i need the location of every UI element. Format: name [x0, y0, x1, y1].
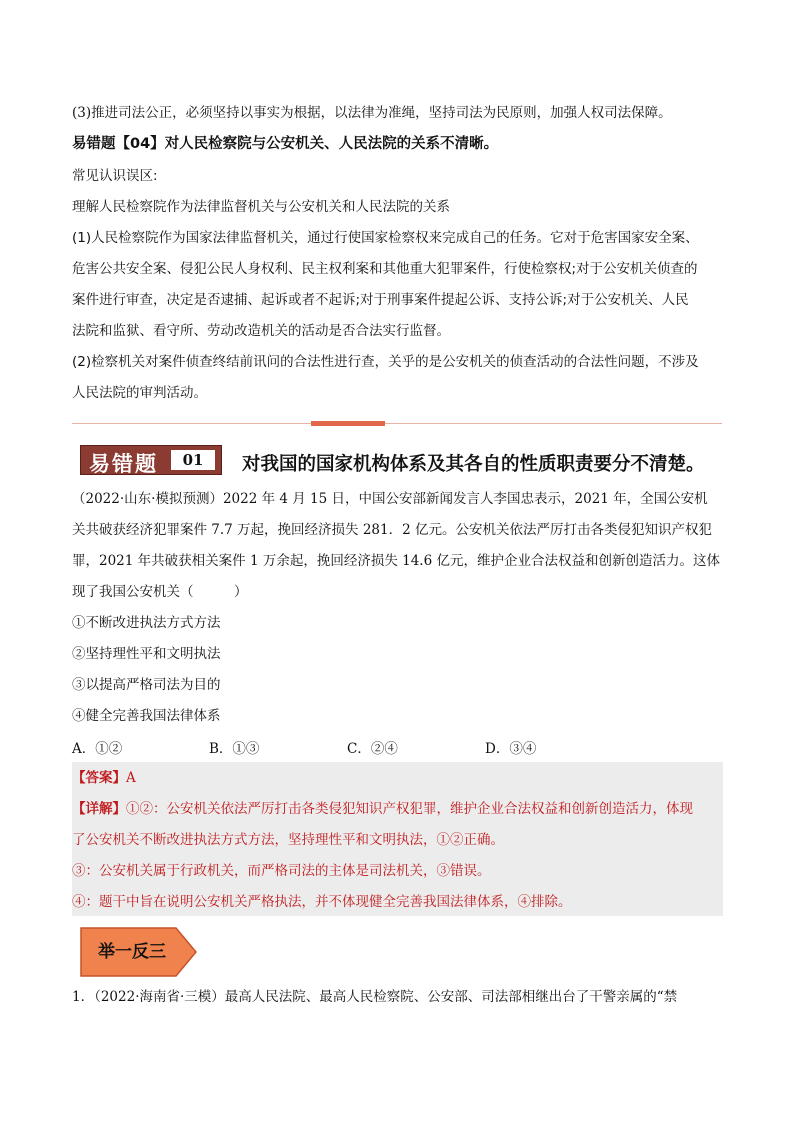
option-1: ①不断改进执法方式方法: [72, 615, 221, 631]
detail-line-3: ③：公安机关属于行政机关，而严格司法的主体是司法机关，③错误。: [72, 863, 491, 879]
next-question-line: 1．（2022·海南省·三模）最高人民法院、最高人民检察院、公安部、司法部相继出台了干警亲属的“禁: [72, 989, 678, 1005]
para2-line-1: (2)检察机关对案件侦查终结前讯问的合法性进行查，关乎的是公安机关的侦查活动的合法性问题，不涉及: [72, 354, 699, 370]
answer-value: A: [126, 770, 136, 786]
question-line-4: 现了我国公安机关（ ）: [72, 584, 248, 600]
section-divider: [72, 423, 722, 424]
question-line-3: 罪，2021 年共破获相关案件 1 万余起，挽回经济损失 14.6 亿元，维护企业合法权益和创新创造活力。这体: [72, 553, 720, 569]
answer-label: 【答案】: [72, 770, 126, 786]
point-3-text: (3)推进司法公正，必须坚持以事实为根据，以法律为准绳，坚持司法为民原则，加强人权司法保障。: [72, 105, 672, 121]
para1-line-1: (1)人民检察院作为国家法律监督机关，通过行使国家检察权来完成自己的任务。它对于危害国家安全案、: [72, 230, 699, 246]
detail-line-1: [72, 800, 722, 818]
section-divider-accent: [311, 421, 385, 426]
error-badge: [80, 445, 222, 475]
error-title-prefix: 易错题【04】: [72, 136, 165, 152]
choice-d: D．③④: [485, 741, 537, 757]
understand-line: 理解人民检察院作为法律监督机关与公安机关和人民法院的关系: [72, 199, 450, 215]
para2-line-2: 人民法院的审判活动。: [72, 385, 207, 401]
option-4: ④健全完善我国法律体系: [72, 708, 221, 724]
detail-line-4: ④：题干中旨在说明公安机关严格执法，并不体现健全完善我国法律体系，④排除。: [72, 894, 572, 910]
practice-tag-label: 举一反三: [98, 942, 166, 962]
para1-line-4: 法院和监狱、看守所、劳动改造机关的活动是否合法实行监督。: [72, 323, 450, 339]
error-title-text: 对人民检察院与公安机关、人民法院的关系不清晰。: [164, 136, 499, 152]
badge-number: 01: [171, 450, 215, 470]
question-line-1: （2022·山东·模拟预测）2022 年 4 月 15 日，中国公安部新闻发言人李国忠表示，2021 年，全国公安机: [72, 491, 708, 507]
section-heading: 对我国的国家机构体系及其各自的性质职责要分不清楚。: [242, 454, 705, 475]
detail-label: 【详解】: [72, 801, 126, 817]
practice-tag: [80, 927, 198, 977]
option-2: ②坚持理性平和文明执法: [72, 646, 221, 662]
choice-c: C．②④: [347, 741, 398, 757]
question-line-2: 关共破获经济犯罪案件 7.7 万起，挽回经济损失 281．2 亿元。公安机关依法严厉打击各类侵犯知识产权犯: [72, 522, 712, 538]
choice-b: B．①③: [209, 741, 260, 757]
detail-line-2: 了公安机关不断改进执法方式方法，坚持理性平和文明执法，①②正确。: [72, 832, 504, 848]
choice-a: A．①②: [72, 741, 123, 757]
badge-label: 易错题: [89, 451, 158, 476]
detail-text-1: ①②：公安机关依法严厉打击各类侵犯知识产权犯罪，维护企业合法权益和创新创造活力，体现: [126, 801, 693, 817]
para1-line-3: 案件进行审查，决定是否逮捕、起诉或者不起诉;对于刑事案件提起公诉、支持公诉;对于公安机关、人民: [72, 292, 689, 308]
error-title: [72, 135, 722, 153]
option-3: ③以提高严格司法为目的: [72, 677, 221, 693]
para1-line-2: 危害公共安全案、侵犯公民人身权利、民主权利案和其他重大犯罪案件，行使检察权;对于公安机关侦查的: [72, 261, 698, 277]
misconception-label: 常见认识误区:: [72, 168, 158, 184]
answer-line: [72, 769, 722, 787]
